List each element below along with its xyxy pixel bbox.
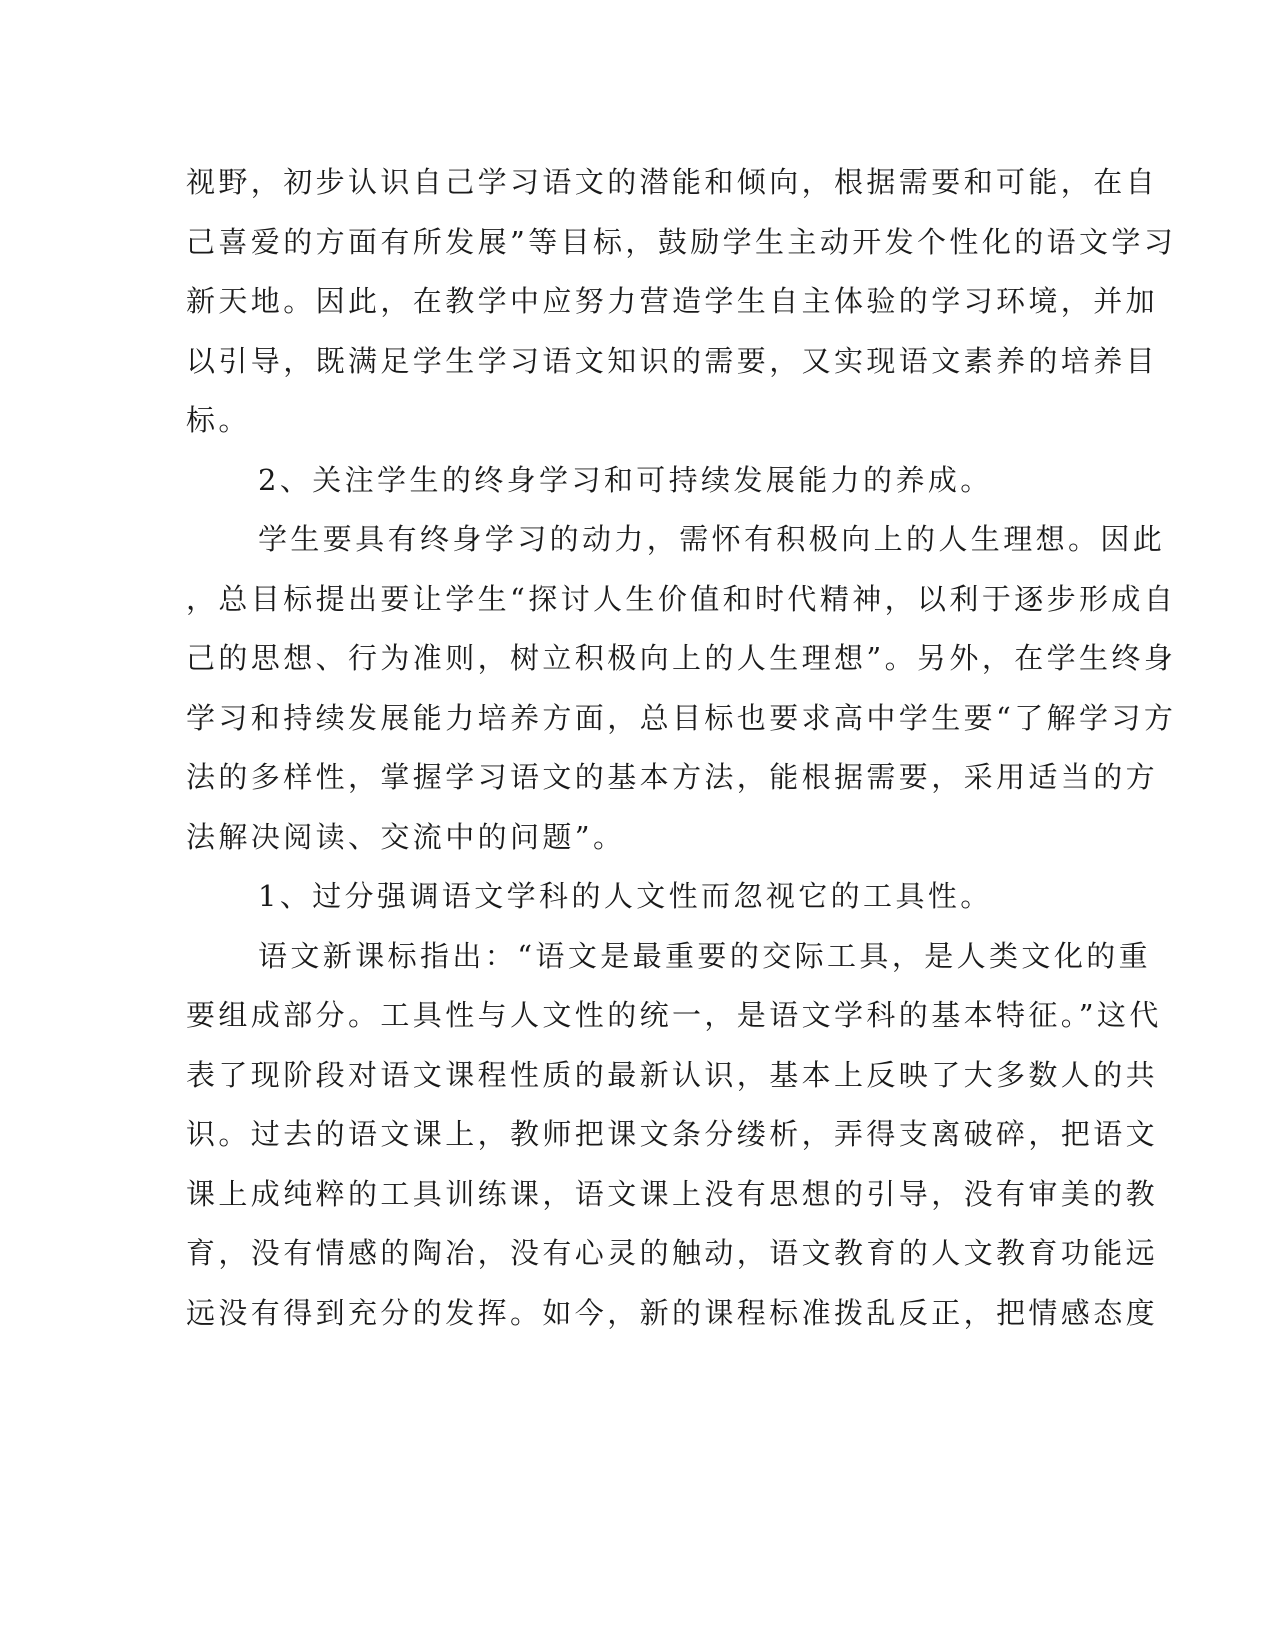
text-line: ，总目标提出要让学生“探讨人生价值和时代精神，以利于逐步形成自 xyxy=(186,582,1177,616)
text-line: 法的多样性，掌握学习语文的基本方法，能根据需要，采用适当的方 xyxy=(186,760,1159,794)
section-heading: 1、过分强调语文学科的人文性而忽视它的工具性。 xyxy=(258,879,993,913)
text-line: 学生要具有终身学习的动力，需怀有积极向上的人生理想。因此 xyxy=(258,522,1166,556)
text-line: 表了现阶段对语文课程性质的最新认识，基本上反映了大多数人的共 xyxy=(186,1058,1159,1092)
text-line: 语文新课标指出：“语文是最重要的交际工具，是人类文化的重 xyxy=(258,939,1152,973)
section-heading: 2、关注学生的终身学习和可持续发展能力的养成。 xyxy=(258,463,993,497)
text-line: 课上成纯粹的工具训练课，语文课上没有思想的引导，没有审美的教 xyxy=(186,1177,1159,1211)
text-line: 己喜爱的方面有所发展”等目标，鼓励学生主动开发个性化的语文学习 xyxy=(186,225,1177,259)
text-line: 己的思想、行为准则，树立积极向上的人生理想”。另外，在学生终身 xyxy=(186,641,1177,675)
text-line: 视野，初步认识自己学习语文的潜能和倾向，根据需要和可能，在自 xyxy=(186,165,1159,199)
text-line: 识。过去的语文课上，教师把课文条分缕析，弄得支离破碎，把语文 xyxy=(186,1117,1159,1151)
text-line: 育，没有情感的陶冶，没有心灵的触动，语文教育的人文教育功能远 xyxy=(186,1236,1159,1270)
text-line: 新天地。因此，在教学中应努力营造学生自主体验的学习环境，并加 xyxy=(186,284,1159,318)
text-line: 法解决阅读、交流中的问题”。 xyxy=(186,820,626,854)
text-line: 远没有得到充分的发挥。如今，新的课程标准拨乱反正，把情感态度 xyxy=(186,1296,1159,1330)
text-line: 以引导，既满足学生学习语文知识的需要，又实现语文素养的培养目 xyxy=(186,344,1159,378)
text-line: 学习和持续发展能力培养方面，总目标也要求高中学生要“了解学习方 xyxy=(186,701,1177,735)
text-line: 标。 xyxy=(186,403,251,437)
text-line: 要组成部分。工具性与人文性的统一，是语文学科的基本特征。”这代 xyxy=(186,998,1162,1032)
